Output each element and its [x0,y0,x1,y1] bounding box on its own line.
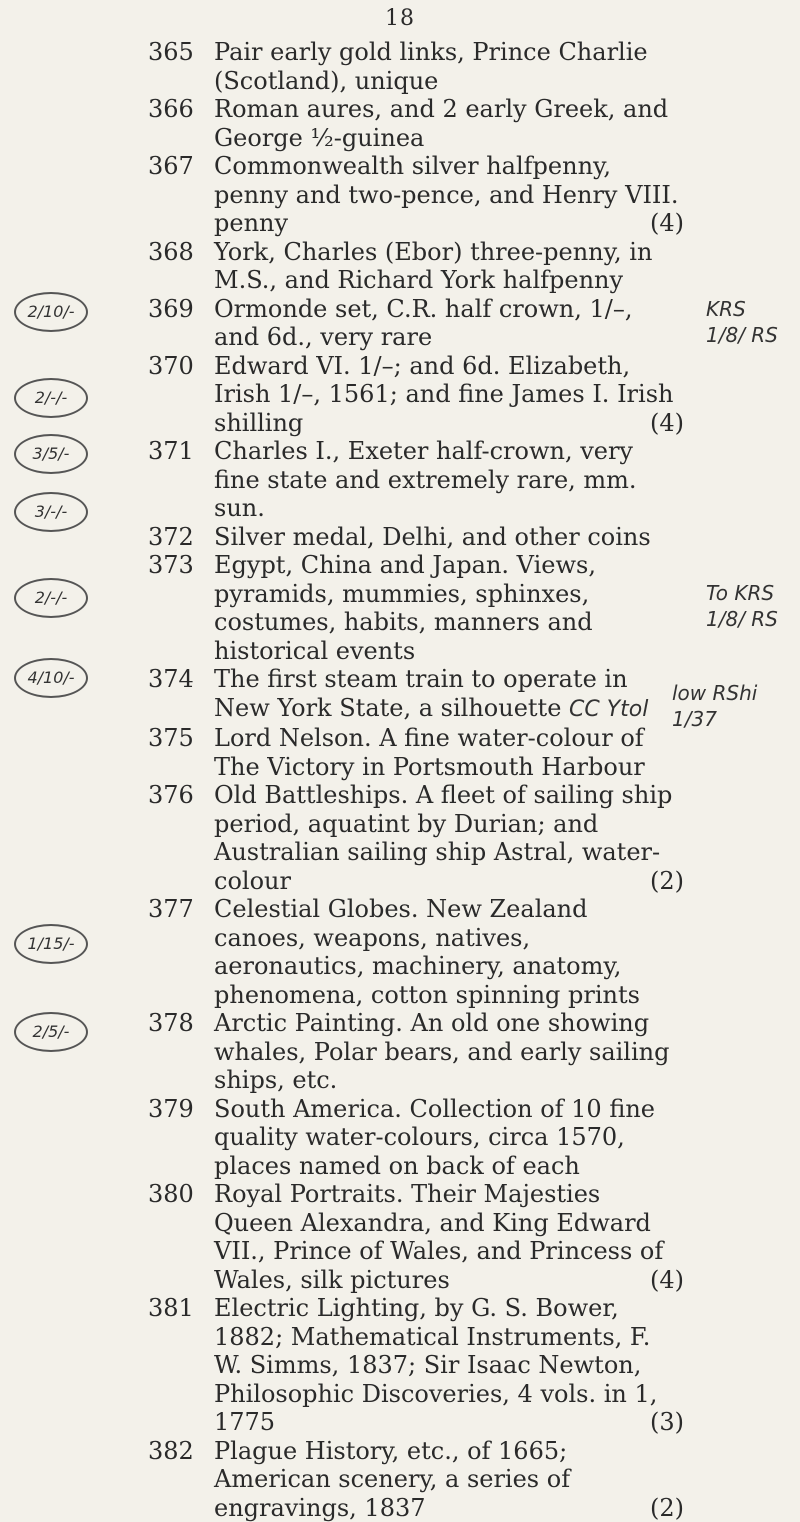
buyer-note-line: 1/8/ RS [706,606,800,632]
lot-number: 367 [148,152,208,181]
handwritten-note: CC Ytol [569,697,648,722]
page-number: 18 [0,6,800,31]
lot-372 [0,523,684,552]
lot-375 [0,724,684,781]
buyer-note-line: KRS [706,296,800,322]
lot-371 [0,437,684,523]
lot-description: Silver medal, Delhi, and other coins [214,523,651,551]
lot-368 [0,238,684,295]
buyer-note [706,296,800,348]
lot-description: Celestial Globes. New Zealand canoes, weapons, natives, aeronautics, machinery, anatomy, phenomena, cotton spinning prints [214,895,640,1009]
buyer-note-line: 1/8/ RS [706,322,800,348]
lot-quantity: (4) [650,209,684,238]
lot-number: 368 [148,238,208,267]
lot-description: Plague History, etc., of 1665; American scenery, a series of engravings, 1837 [214,1437,570,1522]
lot-381 [0,1294,684,1437]
lot-number: 373 [148,551,208,580]
lot-description: Old Battleships. A fleet of sailing ship period, aquatint by Durian; and Australian sailing ship Astral, water-colour [214,781,672,895]
lot-description: Arctic Painting. An old one showing whales, Polar bears, and early sailing ships, etc. [214,1009,669,1094]
lot-description: Edward VI. 1/–; and 6d. Elizabeth, Irish 1/–, 1561; and fine James I. Irish shilling [214,352,673,437]
lot-description: Electric Lighting, by G. S. Bower, 1882; Mathematical Instruments, F. W. Simms, 1837; Sir Isaac Newton, Philosophic Discoveries, 4 vols. in 1, 1775 [214,1294,657,1436]
lot-number: 375 [148,724,208,753]
lot-description: Ormonde set, C.R. half crown, 1/–, and 6d., very rare [214,295,632,352]
lot-quantity: (3) [650,1408,684,1437]
buyer-note-line: 1/37 [672,707,717,731]
lot-description: Pair early gold links, Prince Charlie (Scotland), unique [214,38,648,95]
margin-price-note: 3/-/- [14,492,88,532]
margin-price-note: 3/5/- [14,434,88,474]
lot-number: 372 [148,523,208,552]
lot-number: 374 [148,665,208,694]
lot-description: The first steam train to operate in New York State, a silhouette [214,665,628,722]
lot-376 [0,781,684,895]
lot-367 [0,152,684,238]
lot-quantity: (2) [650,867,684,896]
lot-quantity: (4) [650,1266,684,1295]
lot-365 [0,38,684,95]
lot-number: 371 [148,437,208,466]
lot-number: 369 [148,295,208,324]
lot-description: Charles I., Exeter half-crown, very fine state and extremely rare, mm. sun. [214,437,637,522]
margin-price-note: 2/10/- [14,292,88,332]
margin-price-note: 2/-/- [14,578,88,618]
margin-price-note: 4/10/- [14,658,88,698]
lot-369 [0,295,684,352]
lot-370 [0,352,684,438]
lot-description: York, Charles (Ebor) three-penny, in M.S., and Richard York halfpenny [214,238,652,295]
lot-377 [0,895,684,1009]
margin-price-note: 2/5/- [14,1012,88,1052]
lot-379 [0,1095,684,1181]
buyer-note-line: To KRS [706,580,800,606]
lot-382 [0,1437,684,1522]
lot-number: 365 [148,38,208,67]
lot-description: South America. Collection of 10 fine quality water-colours, circa 1570, places named on back of each [214,1095,655,1180]
buyer-note-line: low RShi [672,681,757,705]
lot-374 [0,665,684,724]
lot-quantity: (4) [650,409,684,438]
lot-number: 379 [148,1095,208,1124]
lot-number: 370 [148,352,208,381]
lot-description: Commonwealth silver halfpenny, penny and two-pence, and Henry VIII. penny [214,152,679,237]
lot-description: Roman aures, and 2 early Greek, and George ½-guinea [214,95,668,152]
buyer-note [672,680,800,732]
lot-number: 378 [148,1009,208,1038]
lot-description: Lord Nelson. A fine water-colour of The Victory in Portsmouth Harbour [214,724,645,781]
lot-description: Egypt, China and Japan. Views, pyramids, mummies, sphinxes, costumes, habits, manners and historical events [214,551,596,665]
buyer-note [706,580,800,632]
lot-380 [0,1180,684,1294]
lot-description: Royal Portraits. Their Majesties Queen Alexandra, and King Edward VII., Prince of Wales, and Princess of Wales, silk pictures [214,1180,663,1294]
margin-price-note: 1/15/- [14,924,88,964]
lot-373 [0,551,684,665]
lot-366 [0,95,684,152]
lot-number: 376 [148,781,208,810]
lot-number: 377 [148,895,208,924]
lot-number: 380 [148,1180,208,1209]
lot-number: 381 [148,1294,208,1323]
lot-list [0,38,800,1522]
lot-number: 366 [148,95,208,124]
lot-378 [0,1009,684,1095]
lot-quantity: (2) [650,1494,684,1522]
margin-price-note: 2/-/- [14,378,88,418]
lot-number: 382 [148,1437,208,1466]
